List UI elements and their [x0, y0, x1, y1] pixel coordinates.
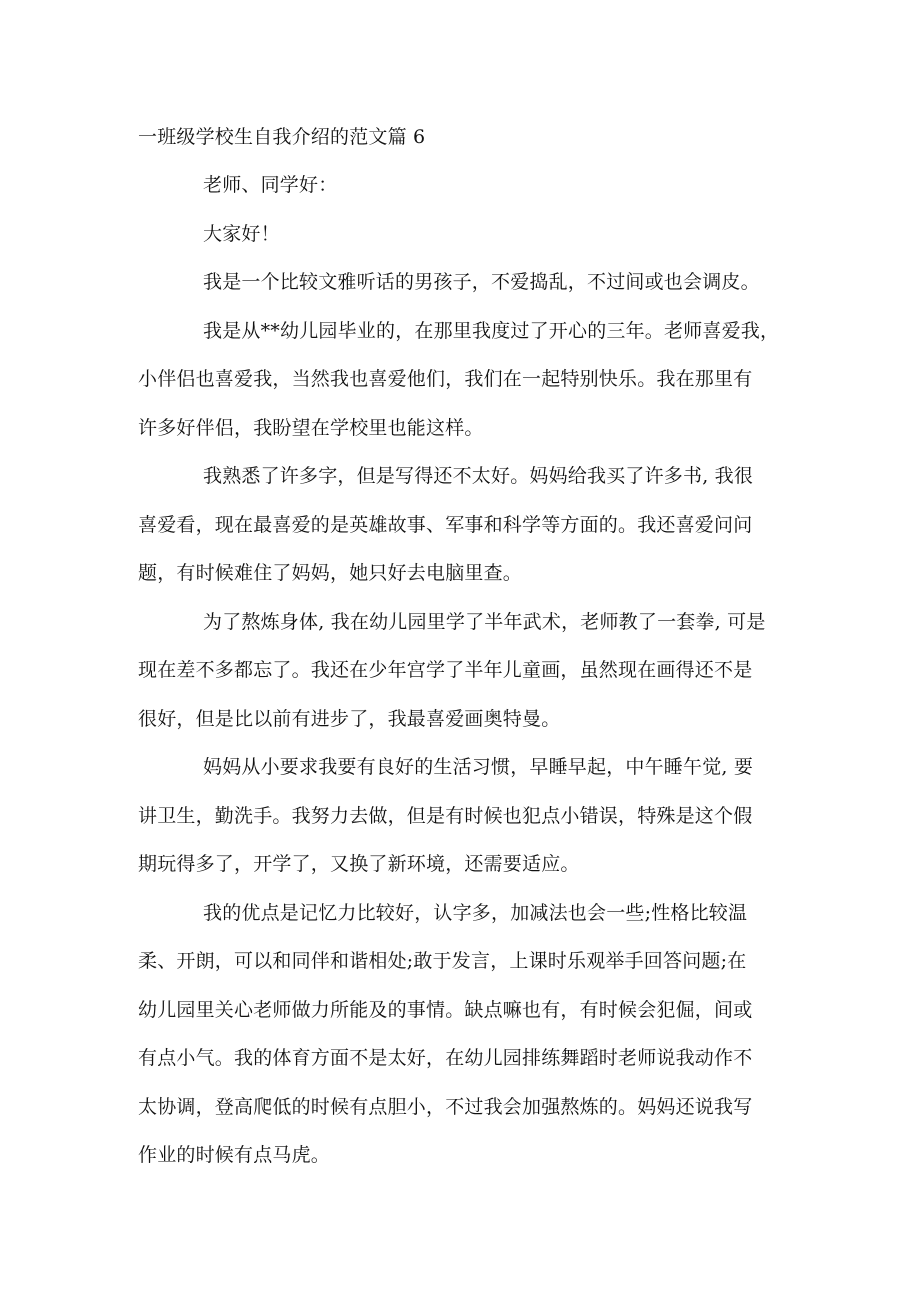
document-title: 一班级学校生自我介绍的范文篇 6 — [138, 126, 426, 148]
paragraph-6-line-3: 幼儿园里关心老师做力所能及的事情。缺点嘛也有，有时候会犯倔，间或 — [138, 999, 753, 1021]
paragraph-6-line-2: 柔、开朗，可以和同伴和谐相处;敢于发言，上课时乐观举手回答问题;在 — [138, 950, 747, 972]
greeting-all: 大家好！ — [203, 223, 280, 245]
paragraph-6-line-4: 有点小气。我的体育方面不是太好，在幼儿园排练舞蹈时老师说我动作不 — [138, 1047, 753, 1069]
paragraph-1-line-1: 我是一个比较文雅听话的男孩子，不爱捣乱，不过间或也会调皮。 — [203, 271, 760, 293]
paragraph-4-line-2: 现在差不多都忘了。我还在少年宫学了半年儿童画，虽然现在画得还不是 — [138, 659, 753, 681]
paragraph-3-line-2: 喜爱看，现在最喜爱的是英雄故事、军事和科学等方面的。我还喜爱问问 — [138, 514, 753, 536]
paragraph-4-line-1: 为了熬炼身体, 我在幼儿园里学了半年武术，老师教了一套拳, 可是 — [203, 611, 766, 633]
paragraph-2-line-2: 小伴侣也喜爱我，当然我也喜爱他们，我们在一起特别快乐。我在那里有 — [138, 368, 753, 390]
paragraph-3-line-1: 我熟悉了许多字，但是写得还不太好。妈妈给我买了许多书, 我很 — [203, 465, 754, 487]
paragraph-2-line-1: 我是从**幼儿园毕业的，在那里我度过了开心的三年。老师喜爱我， — [203, 320, 780, 342]
paragraph-2-line-3: 许多好伴侣，我盼望在学校里也能这样。 — [138, 417, 484, 439]
paragraph-6-line-5: 太协调，登高爬低的时候有点胆小，不过我会加强熬炼的。妈妈还说我写 — [138, 1096, 753, 1118]
paragraph-5-line-1: 妈妈从小要求我要有良好的生活习惯，早睡早起，中午睡午觉, 要 — [203, 756, 754, 778]
paragraph-6-line-1: 我的优点是记忆力比较好，认字多，加减法也会一些;性格比较温 — [203, 902, 748, 924]
paragraph-5-line-3: 期玩得多了，开学了，又换了新环境，还需要适应。 — [138, 853, 580, 875]
paragraph-6-line-6: 作业的时候有点马虎。 — [138, 1144, 331, 1166]
paragraph-3-line-3: 题，有时候难住了妈妈，她只好去电脑里查。 — [138, 562, 523, 584]
paragraph-5-line-2: 讲卫生，勤洗手。我努力去做，但是有时候也犯点小错误，特殊是这个假 — [138, 805, 753, 827]
greeting-teachers: 老师、同学好： — [203, 174, 338, 196]
paragraph-4-line-3: 很好，但是比以前有进步了，我最喜爱画奥特曼。 — [138, 708, 561, 730]
